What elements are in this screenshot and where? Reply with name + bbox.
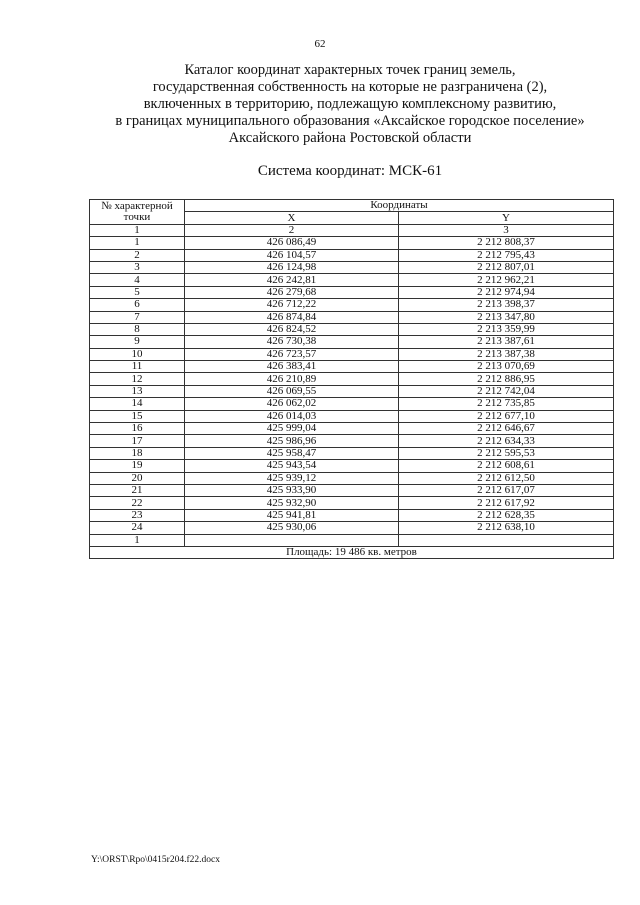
point-number-cell: 14 bbox=[90, 398, 185, 410]
point-number-cell: 1 bbox=[90, 237, 185, 249]
point-number-cell: 21 bbox=[90, 484, 185, 496]
point-number-cell: 22 bbox=[90, 497, 185, 509]
y-coordinate-cell: 2 212 617,07 bbox=[399, 484, 614, 496]
x-coordinate-cell: 425 930,06 bbox=[185, 522, 399, 534]
table-row bbox=[90, 522, 614, 534]
table-row bbox=[90, 311, 614, 323]
table-row bbox=[90, 435, 614, 447]
x-coordinate-cell: 425 999,04 bbox=[185, 423, 399, 435]
table-row bbox=[90, 447, 614, 459]
y-coordinate-cell: 2 212 634,33 bbox=[399, 435, 614, 447]
x-coordinate-cell: 425 941,81 bbox=[185, 509, 399, 521]
x-coordinate-cell: 426 279,68 bbox=[185, 286, 399, 298]
point-number-cell: 7 bbox=[90, 311, 185, 323]
x-coordinate-cell: 425 943,54 bbox=[185, 460, 399, 472]
title-line: Каталог координат характерных точек границ земель, bbox=[184, 62, 516, 78]
x-coordinate-cell: 426 069,55 bbox=[185, 385, 399, 397]
y-coordinate-cell: 2 212 628,35 bbox=[399, 509, 614, 521]
table-row bbox=[90, 373, 614, 385]
y-coordinate-cell bbox=[399, 534, 614, 546]
header-point-number: № характерной точки bbox=[90, 200, 185, 225]
point-number-cell: 20 bbox=[90, 472, 185, 484]
y-coordinate-cell: 2 212 638,10 bbox=[399, 522, 614, 534]
file-path: Y:\ORST\Rpo\0415r204.f22.docx bbox=[91, 855, 220, 865]
y-coordinate-cell: 2 213 387,61 bbox=[399, 336, 614, 348]
point-number-cell: 2 bbox=[90, 249, 185, 261]
x-coordinate-cell: 426 014,03 bbox=[185, 410, 399, 422]
y-coordinate-cell: 2 212 608,61 bbox=[399, 460, 614, 472]
table-row bbox=[90, 460, 614, 472]
y-coordinate-cell: 2 212 795,43 bbox=[399, 249, 614, 261]
point-number-cell: 23 bbox=[90, 509, 185, 521]
x-coordinate-cell: 425 939,12 bbox=[185, 472, 399, 484]
y-coordinate-cell: 2 212 808,37 bbox=[399, 237, 614, 249]
y-coordinate-cell: 2 213 398,37 bbox=[399, 299, 614, 311]
x-coordinate-cell: 426 824,52 bbox=[185, 323, 399, 335]
table-row bbox=[90, 323, 614, 335]
y-coordinate-cell: 2 213 070,69 bbox=[399, 361, 614, 373]
table-row bbox=[90, 497, 614, 509]
column-number: 2 bbox=[185, 224, 399, 236]
table-row bbox=[90, 410, 614, 422]
header-coordinates: Координаты bbox=[185, 200, 614, 212]
y-coordinate-cell: 2 212 962,21 bbox=[399, 274, 614, 286]
area-summary: Площадь: 19 486 кв. метров bbox=[90, 546, 614, 558]
y-coordinate-cell: 2 212 974,94 bbox=[399, 286, 614, 298]
point-number-cell: 24 bbox=[90, 522, 185, 534]
table-row bbox=[90, 348, 614, 360]
point-number-cell: 18 bbox=[90, 447, 185, 459]
x-coordinate-cell: 426 730,38 bbox=[185, 336, 399, 348]
page-number: 62 bbox=[314, 38, 326, 50]
column-number: 3 bbox=[399, 224, 614, 236]
x-coordinate-cell: 425 933,90 bbox=[185, 484, 399, 496]
x-coordinate-cell: 426 874,84 bbox=[185, 311, 399, 323]
x-coordinate-cell: 426 712,22 bbox=[185, 299, 399, 311]
y-coordinate-cell: 2 213 387,38 bbox=[399, 348, 614, 360]
table-row bbox=[90, 534, 614, 546]
x-coordinate-cell: 426 062,02 bbox=[185, 398, 399, 410]
y-coordinate-cell: 2 212 886,95 bbox=[399, 373, 614, 385]
point-number-cell: 1 bbox=[90, 534, 185, 546]
x-coordinate-cell: 426 086,49 bbox=[185, 237, 399, 249]
y-coordinate-cell: 2 212 735,85 bbox=[399, 398, 614, 410]
x-coordinate-cell: 426 124,98 bbox=[185, 261, 399, 273]
point-number-cell: 16 bbox=[90, 423, 185, 435]
x-coordinate-cell: 425 958,47 bbox=[185, 447, 399, 459]
table-body bbox=[90, 237, 614, 547]
table-row bbox=[90, 299, 614, 311]
table-row bbox=[90, 249, 614, 261]
column-number: 1 bbox=[90, 224, 185, 236]
table-row bbox=[90, 484, 614, 496]
table-row bbox=[90, 261, 614, 273]
y-coordinate-cell: 2 212 612,50 bbox=[399, 472, 614, 484]
title-line: в границах муниципального образования «Аксайское городское поселение» bbox=[115, 113, 585, 129]
x-coordinate-cell: 426 242,81 bbox=[185, 274, 399, 286]
table-row bbox=[90, 398, 614, 410]
point-number-cell: 4 bbox=[90, 274, 185, 286]
y-coordinate-cell: 2 212 595,53 bbox=[399, 447, 614, 459]
table-row bbox=[90, 286, 614, 298]
title-line: Аксайского района Ростовской области bbox=[228, 130, 472, 146]
x-coordinate-cell: 426 383,41 bbox=[185, 361, 399, 373]
point-number-cell: 3 bbox=[90, 261, 185, 273]
point-number-cell: 5 bbox=[90, 286, 185, 298]
point-number-cell: 13 bbox=[90, 385, 185, 397]
x-coordinate-cell: 426 210,89 bbox=[185, 373, 399, 385]
table-row bbox=[90, 423, 614, 435]
point-number-cell: 8 bbox=[90, 323, 185, 335]
point-number-cell: 9 bbox=[90, 336, 185, 348]
y-coordinate-cell: 2 212 807,01 bbox=[399, 261, 614, 273]
table-row bbox=[90, 336, 614, 348]
y-coordinate-cell: 2 212 617,92 bbox=[399, 497, 614, 509]
table-row bbox=[90, 237, 614, 249]
x-coordinate-cell: 425 932,90 bbox=[185, 497, 399, 509]
y-coordinate-cell: 2 212 742,04 bbox=[399, 385, 614, 397]
table-row bbox=[90, 361, 614, 373]
x-coordinate-cell: 426 104,57 bbox=[185, 249, 399, 261]
table-row bbox=[90, 472, 614, 484]
table-row bbox=[90, 509, 614, 521]
y-coordinate-cell: 2 213 359,99 bbox=[399, 323, 614, 335]
point-number-cell: 12 bbox=[90, 373, 185, 385]
point-number-cell: 17 bbox=[90, 435, 185, 447]
point-number-cell: 10 bbox=[90, 348, 185, 360]
y-coordinate-cell: 2 212 646,67 bbox=[399, 423, 614, 435]
document-title bbox=[40, 62, 640, 147]
title-line: государственная собственность на которые не разграничена (2), bbox=[152, 79, 548, 95]
y-coordinate-cell: 2 212 677,10 bbox=[399, 410, 614, 422]
x-coordinate-cell: 426 723,57 bbox=[185, 348, 399, 360]
x-coordinate-cell: 425 986,96 bbox=[185, 435, 399, 447]
table-row bbox=[90, 385, 614, 397]
point-number-cell: 19 bbox=[90, 460, 185, 472]
point-number-cell: 6 bbox=[90, 299, 185, 311]
header-x: X bbox=[185, 212, 399, 224]
x-coordinate-cell bbox=[185, 534, 399, 546]
coordinate-system-label: Система координат: МСК-61 bbox=[257, 163, 443, 179]
table-row bbox=[90, 274, 614, 286]
point-number-cell: 15 bbox=[90, 410, 185, 422]
point-number-cell: 11 bbox=[90, 361, 185, 373]
y-coordinate-cell: 2 213 347,80 bbox=[399, 311, 614, 323]
coordinates-table bbox=[89, 199, 614, 559]
header-y: Y bbox=[399, 212, 614, 224]
title-line: включенных в территорию, подлежащую комплексному развитию, bbox=[143, 96, 557, 112]
